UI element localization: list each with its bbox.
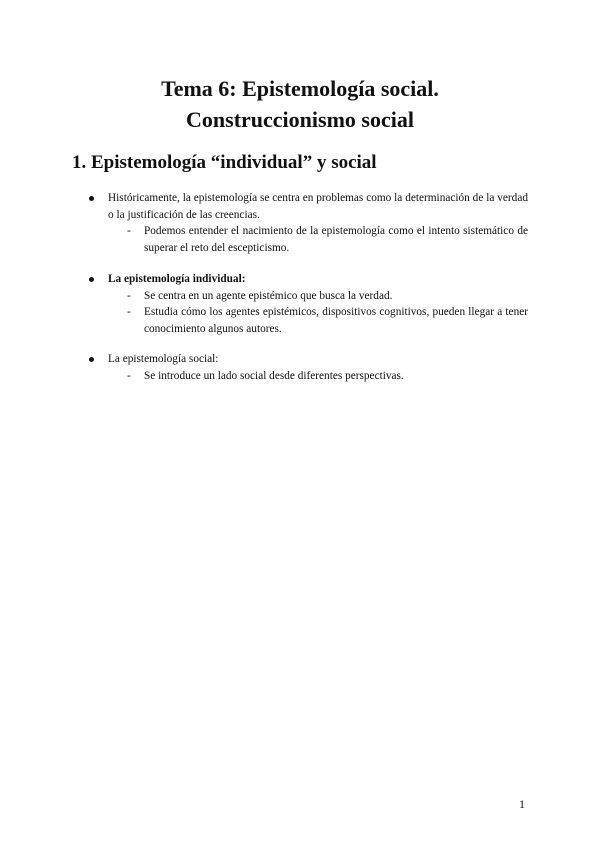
bullet-item bbox=[72, 190, 528, 256]
bullet-text-line bbox=[72, 271, 528, 288]
sub-item bbox=[72, 368, 528, 385]
document-title-line-2: Construccionismo social bbox=[186, 107, 414, 132]
sub-item bbox=[72, 304, 528, 337]
bullet-text-line bbox=[72, 351, 528, 368]
section-heading: 1. Epistemología “individual” y social bbox=[72, 152, 377, 173]
dash-marker: - bbox=[127, 289, 131, 302]
dash-marker: - bbox=[127, 225, 131, 237]
bullet-text-line bbox=[72, 190, 528, 223]
sub-item bbox=[72, 223, 528, 256]
document-title-line-1: Tema 6: Epistemología social. bbox=[161, 76, 439, 101]
sub-item bbox=[72, 288, 528, 305]
bullet-text: La epistemología social: bbox=[108, 353, 219, 365]
bullet-dot-icon bbox=[89, 357, 94, 362]
sub-item-text: Podemos entender el nacimiento de la epistemología como el intento sistemático de superar el reto del escepticismo. bbox=[144, 225, 528, 254]
bullet-dot-icon bbox=[89, 277, 94, 282]
bullet-item bbox=[72, 271, 528, 337]
bullet-dot-icon bbox=[89, 196, 94, 201]
page-number: 1 bbox=[519, 797, 525, 811]
dash-marker: - bbox=[127, 306, 131, 318]
sub-item-text: Se introduce un lado social desde diferentes perspectivas. bbox=[144, 369, 404, 382]
sub-item-text: Estudia cómo los agentes epistémicos, dispositivos cognitivos, pueden llegar a tener conocimiento algunos autores. bbox=[144, 306, 528, 335]
sub-item-text: Se centra en un agente epistémico que busca la verdad. bbox=[144, 289, 393, 302]
dash-marker: - bbox=[127, 369, 131, 382]
bullet-text: Históricamente, la epistemología se centra en problemas como la determinación de la verdad o la justificación de las creencias. bbox=[108, 192, 528, 221]
bullet-item bbox=[72, 351, 528, 384]
bullet-text: La epistemología individual: bbox=[108, 273, 246, 285]
